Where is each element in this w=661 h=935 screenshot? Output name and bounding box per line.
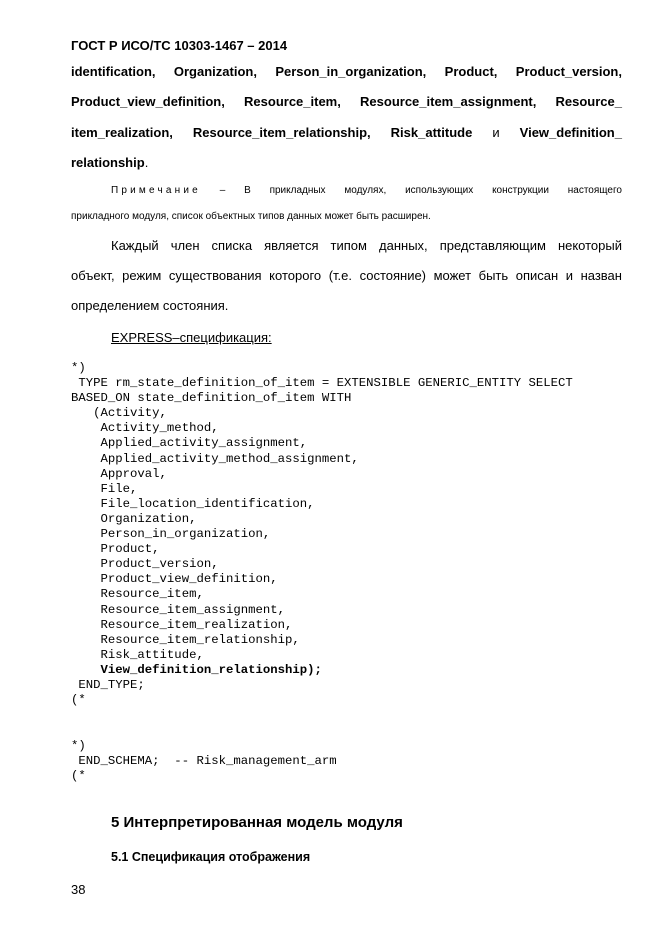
note-dash: – (219, 185, 226, 196)
paragraph-line-1 (111, 238, 622, 253)
code-line: Applied_activity_method_assignment, (71, 451, 359, 466)
word: списка (211, 238, 253, 253)
word: Каждый (111, 238, 159, 253)
word: состояние) (359, 268, 427, 283)
code-line: Person_in_organization, (71, 527, 271, 542)
intro-line-1 (71, 64, 622, 79)
intro-line-4 (71, 155, 148, 170)
code-line: Applied_activity_assignment, (71, 436, 308, 451)
code-line: Organization, (71, 511, 197, 526)
code-line: Product_version, (71, 557, 219, 572)
code-line: TYPE rm_state_definition_of_item = EXTENSIBLE GENERIC_ENTITY SELECT (71, 376, 573, 391)
word: настоящего (567, 185, 622, 196)
intro-line-3 (71, 125, 622, 140)
word: и (492, 125, 500, 140)
note-line-2: прикладного модуля, список объектных типов данных может быть расширен. (71, 211, 431, 222)
code-line: Resource_item_realization, (71, 617, 293, 632)
document-header: ГОСТ Р ИСО/ТС 10303-1467 – 2014 (71, 38, 288, 53)
word: Resource_item_relationship, (192, 125, 371, 140)
code-line: Resource_item, (71, 587, 204, 602)
word: item_realization, (71, 125, 173, 140)
word: назван (580, 268, 622, 283)
word: данных, (379, 238, 428, 253)
code-line: Resource_item_relationship, (71, 632, 300, 647)
word: модулях, (344, 185, 387, 196)
paragraph-line-2 (71, 268, 622, 283)
word: Product_version, (515, 64, 622, 79)
code-line: Activity_method, (71, 421, 219, 436)
word: представляющим (439, 238, 546, 253)
word: relationship (71, 155, 145, 170)
paragraph-line-3: определением состояния. (71, 298, 229, 313)
code-line: File_location_identification, (71, 496, 315, 511)
end-schema-code-block (71, 739, 337, 784)
code-line: BASED_ON state_definition_of_item WITH (71, 391, 352, 406)
express-heading: EXPRESS–спецификация: (111, 330, 272, 345)
code-line: Product, (71, 542, 160, 557)
intro-line-2 (71, 94, 622, 109)
code-line-bold: View_definition_relationship); (71, 662, 322, 677)
word: объект, (71, 268, 115, 283)
code-line: Risk_attitude, (71, 647, 204, 662)
note-label: Примечание (111, 185, 201, 196)
word: может (433, 268, 472, 283)
word: Person_in_organization, (275, 64, 427, 79)
word: Organization, (173, 64, 257, 79)
word: использующих (405, 185, 474, 196)
word: которого (269, 268, 322, 283)
word: член (170, 238, 200, 253)
word: и (565, 268, 574, 283)
word: Resource_item_assignment, (360, 94, 537, 109)
code-line: (* (71, 693, 86, 708)
word: Product_view_definition, (71, 94, 225, 109)
word: Product, (444, 64, 498, 79)
word: описан (515, 268, 559, 283)
word: является (264, 238, 319, 253)
period: . (144, 155, 149, 170)
code-line: (Activity, (71, 406, 167, 421)
word: Resource_item, (244, 94, 341, 109)
express-code-block (71, 361, 573, 708)
word: некоторый (557, 238, 622, 253)
code-line: *) (71, 361, 86, 375)
code-line: END_TYPE; (71, 677, 145, 692)
code-line: END_SCHEMA; -- Risk_management_arm (71, 754, 337, 769)
word: быть (478, 268, 509, 283)
word: режим (122, 268, 162, 283)
word: существования (168, 268, 262, 283)
section-5-1-heading: 5.1 Спецификация отображения (111, 850, 311, 864)
word: конструкции (492, 185, 549, 196)
word: В (244, 185, 251, 196)
code-line: File, (71, 481, 138, 496)
word: прикладных (269, 185, 326, 196)
code-line: *) (71, 739, 86, 753)
word: Risk_attitude (390, 125, 473, 140)
word: типом (330, 238, 367, 253)
code-line: Product_view_definition, (71, 572, 278, 587)
code-line: (* (71, 769, 86, 784)
word: Resource_ (555, 94, 622, 109)
word: identification, (71, 64, 156, 79)
section-5-heading: 5 Интерпретированная модель модуля (111, 814, 403, 831)
code-line: Resource_item_assignment, (71, 602, 286, 617)
code-line: Approval, (71, 466, 167, 481)
word: View_definition_ (519, 125, 622, 140)
page-number: 38 (71, 882, 86, 897)
word: (т.е. (328, 268, 352, 283)
note-line-1 (111, 185, 622, 196)
